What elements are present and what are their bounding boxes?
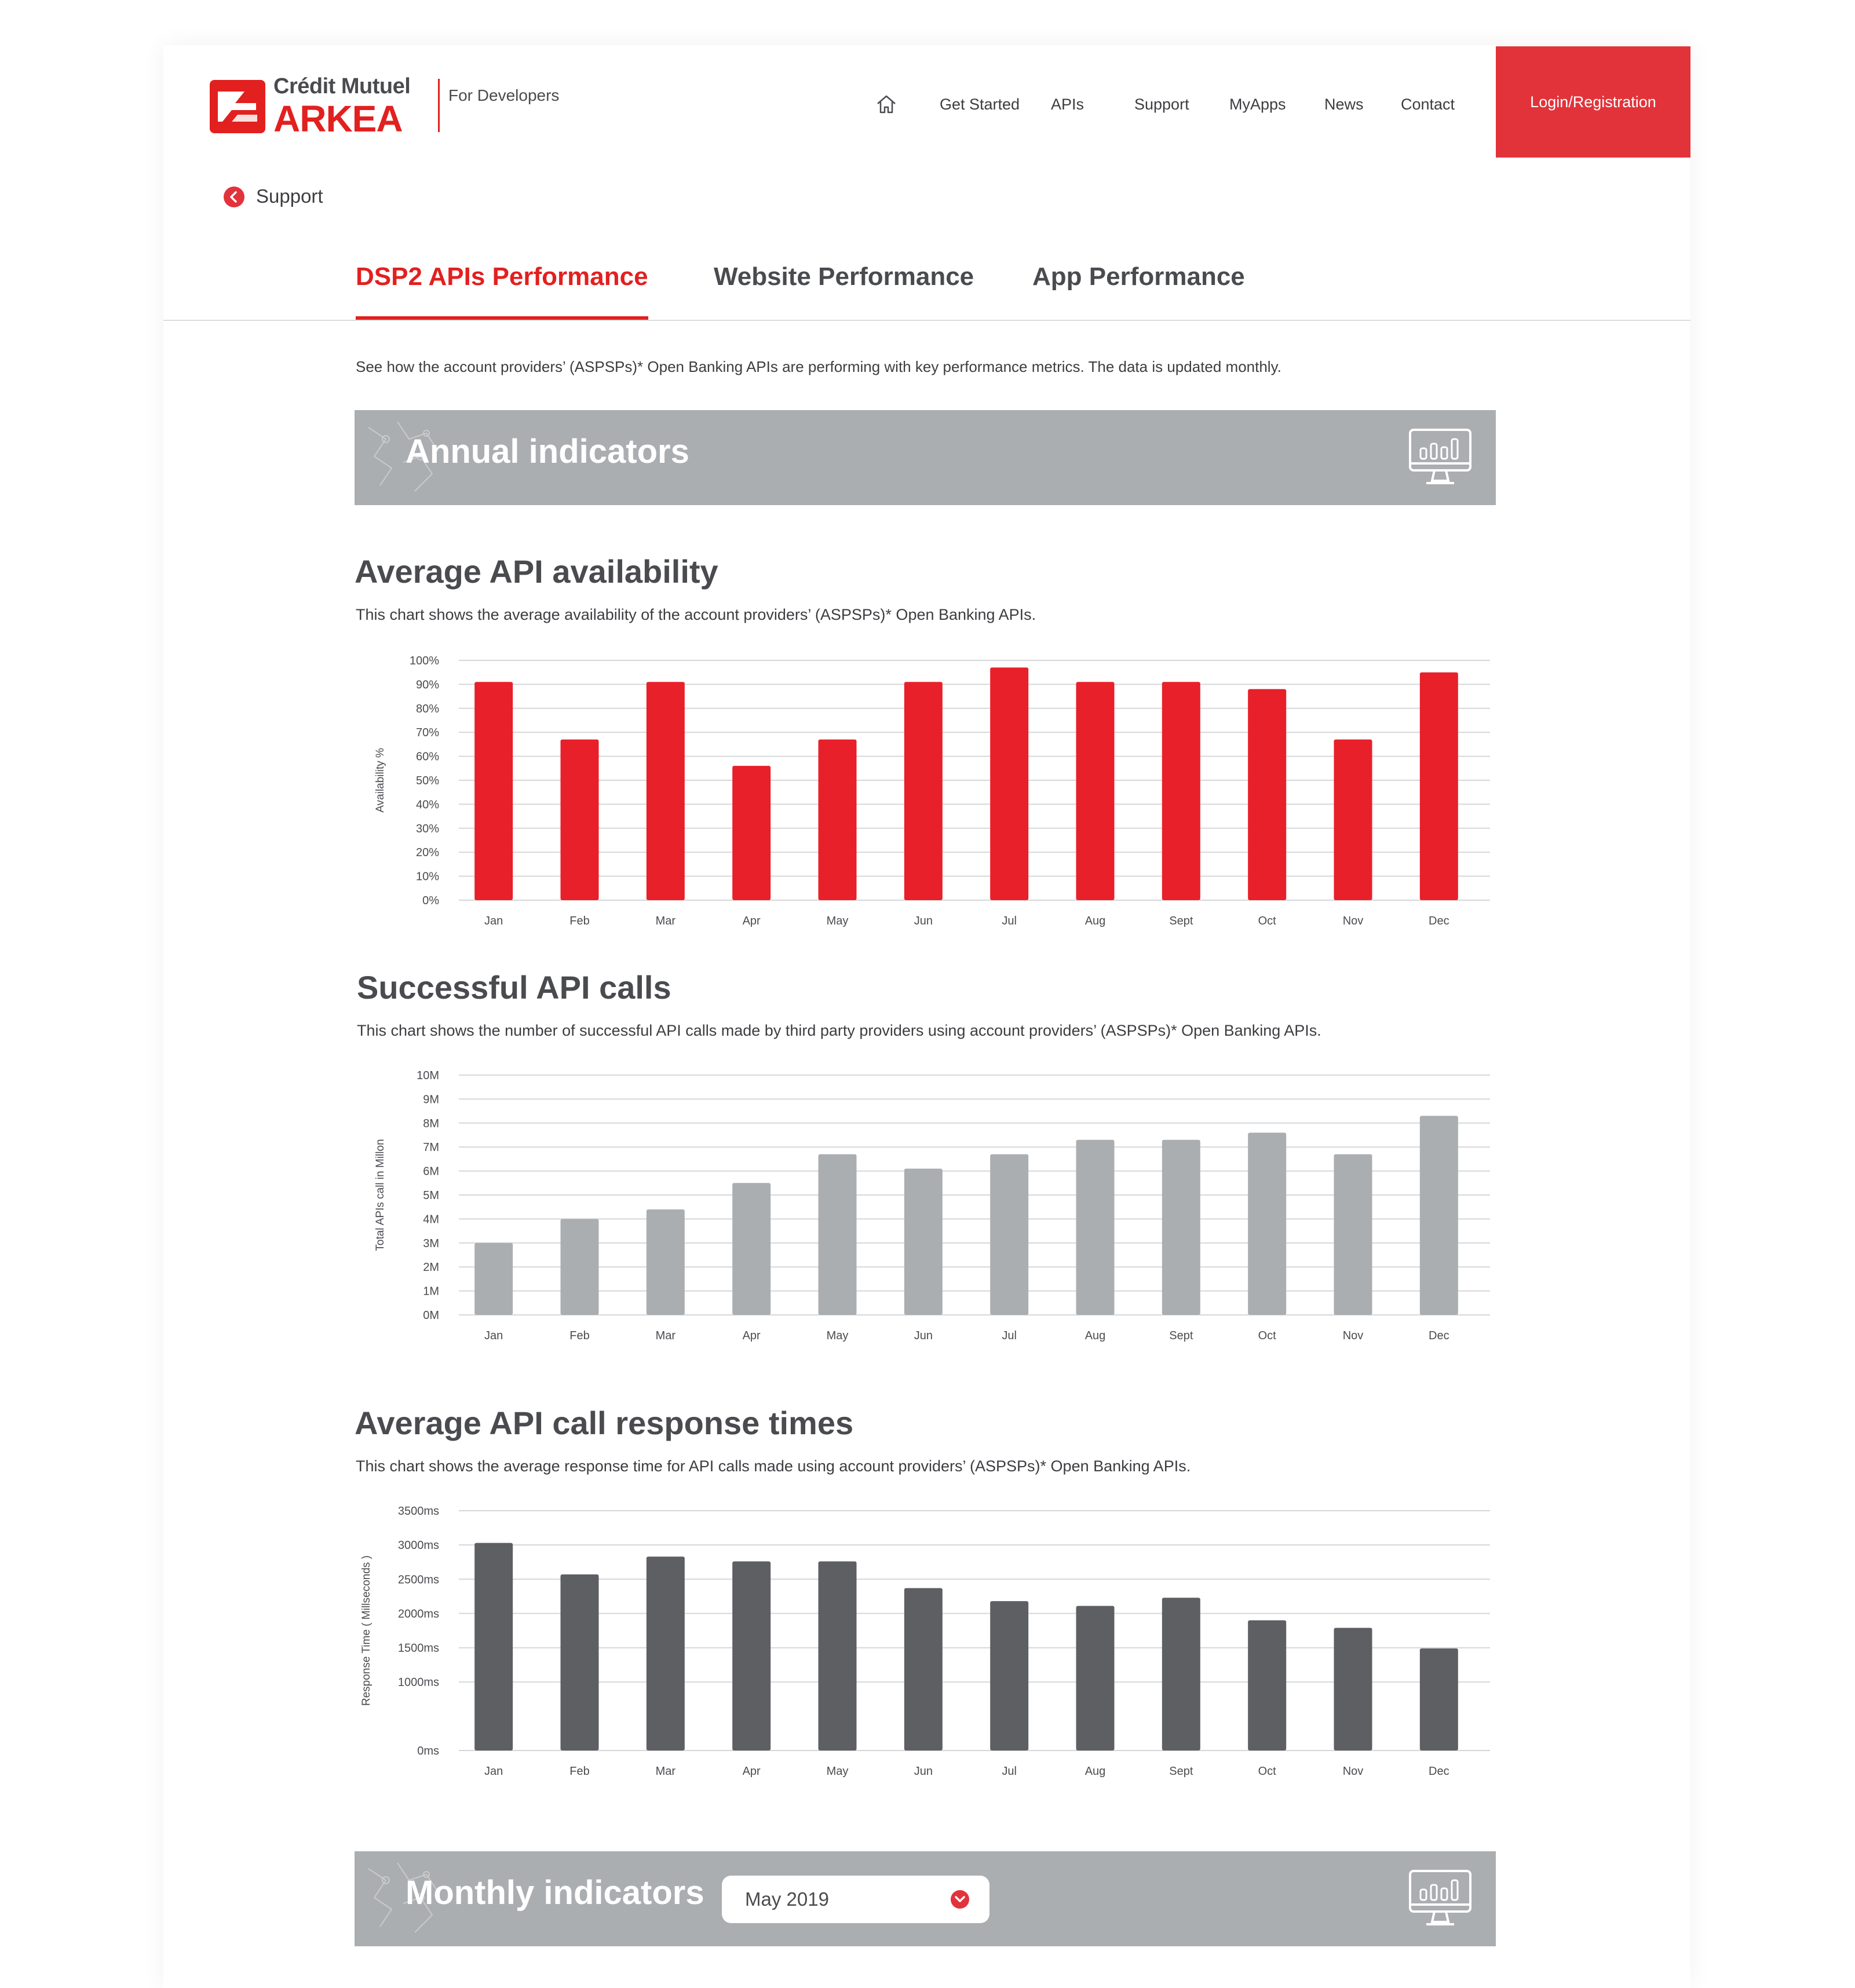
availability-bar-nov[interactable] — [1334, 740, 1372, 900]
availability-y-tick-label: 60% — [415, 750, 439, 763]
availability-x-tick-label: Jun — [914, 915, 933, 927]
chevron-left-circle-icon — [224, 187, 244, 207]
successful-calls-x-tick-label: Nov — [1342, 1329, 1364, 1342]
tab-website-performance[interactable]: Website Performance — [714, 262, 974, 291]
availability-x-tick-label: Sept — [1169, 915, 1193, 927]
nav-support[interactable]: Support — [1134, 96, 1189, 113]
successful-calls-y-tick-label: 0M — [423, 1309, 439, 1322]
response-times-x-tick-label: Feb — [569, 1765, 590, 1778]
successful-calls-y-tick-label: 2M — [423, 1261, 439, 1274]
response-times-chart — [355, 1498, 1496, 1828]
response-times-y-axis-label: Response Time ( Millseconds ) — [360, 1555, 373, 1706]
successful-calls-x-tick-label: Oct — [1258, 1329, 1276, 1342]
monthly-indicators-title: Monthly indicators — [406, 1874, 704, 1912]
successful-calls-x-tick-label: Jul — [1002, 1329, 1017, 1342]
availability-bar-dec[interactable] — [1420, 673, 1458, 900]
successful-calls-y-axis-label: Total APIs call in Millon — [374, 1139, 386, 1251]
brand-line-2: ARKEA — [273, 98, 403, 140]
response-times-x-tick-label: Aug — [1084, 1765, 1106, 1778]
successful-calls-chart-svg — [355, 1062, 1496, 1393]
response-times-x-tick-label: Apr — [742, 1765, 761, 1778]
response-times-bar-jul[interactable] — [990, 1601, 1028, 1751]
successful-calls-bar-jul[interactable] — [990, 1154, 1028, 1315]
response-times-y-tick-label: 3500ms — [397, 1505, 439, 1518]
availability-x-tick-label: Nov — [1342, 915, 1364, 927]
availability-y-tick-label: 90% — [415, 678, 439, 692]
successful-calls-x-tick-label: Dec — [1429, 1329, 1449, 1342]
intro-text: See how the account providers’ (ASPSPs)* Open Banking APIs are performing with key performance metrics. The data is updated monthly. — [356, 358, 1281, 375]
nav-contact[interactable]: Contact — [1401, 96, 1455, 113]
successful-calls-x-tick-label: Feb — [569, 1329, 590, 1342]
availability-bar-mar[interactable] — [647, 682, 685, 900]
response-times-bar-apr[interactable] — [732, 1562, 771, 1751]
availability-x-tick-label: Jan — [484, 915, 503, 927]
availability-bar-oct[interactable] — [1248, 689, 1286, 900]
response-times-x-tick-label: Nov — [1342, 1765, 1364, 1778]
response-times-y-tick-label: 2000ms — [397, 1607, 439, 1621]
successful-calls-y-tick-label: 3M — [423, 1237, 439, 1250]
availability-y-tick-label: 0% — [422, 894, 439, 907]
response-times-chart-svg — [355, 1498, 1496, 1828]
tab-dsp2-apis-performance[interactable]: DSP2 APIs Performance — [356, 236, 648, 319]
successful-calls-x-tick-label: Mar — [655, 1329, 676, 1342]
home-icon[interactable] — [875, 93, 898, 116]
successful-calls-x-tick-label: Sept — [1169, 1329, 1193, 1342]
successful-calls-x-tick-label: Aug — [1084, 1329, 1106, 1342]
nav-myapps[interactable]: MyApps — [1229, 96, 1286, 113]
successful-calls-y-tick-label: 9M — [423, 1093, 439, 1106]
availability-x-tick-label: Mar — [655, 915, 676, 927]
nav-news[interactable]: News — [1324, 96, 1364, 113]
availability-bar-aug[interactable] — [1076, 682, 1115, 900]
availability-chart-svg — [355, 648, 1496, 978]
response-times-x-tick-label: Jun — [914, 1765, 933, 1778]
successful-calls-x-tick-label: Apr — [742, 1329, 761, 1342]
successful-calls-bar-sept[interactable] — [1162, 1140, 1200, 1315]
month-select[interactable] — [722, 1876, 989, 1923]
response-times-x-tick-label: Dec — [1429, 1765, 1449, 1778]
response-times-y-tick-label: 1500ms — [397, 1642, 439, 1655]
availability-y-tick-label: 80% — [415, 702, 439, 715]
response-times-bar-aug[interactable] — [1076, 1606, 1115, 1751]
successful-calls-y-tick-label: 1M — [423, 1285, 439, 1298]
successful-calls-y-tick-label: 8M — [423, 1117, 439, 1130]
nav-apis[interactable]: APIs — [1051, 96, 1084, 113]
availability-title: Average API availability — [355, 553, 718, 590]
successful-calls-y-tick-label: 6M — [423, 1165, 439, 1178]
response-times-x-tick-label: Sept — [1169, 1765, 1193, 1778]
response-times-y-tick-label: 3000ms — [397, 1539, 439, 1552]
performance-tabs — [163, 236, 1690, 321]
month-select-value: May 2019 — [745, 1888, 829, 1910]
availability-bar-feb[interactable] — [561, 740, 599, 900]
response-times-y-tick-label: 1000ms — [397, 1676, 439, 1689]
successful-calls-bar-dec[interactable] — [1420, 1116, 1458, 1315]
page-container — [163, 45, 1690, 1988]
successful-calls-bar-apr[interactable] — [732, 1183, 771, 1315]
response-times-bar-oct[interactable] — [1248, 1620, 1286, 1751]
successful-calls-chart — [355, 1062, 1496, 1393]
successful-calls-y-tick-label: 4M — [423, 1213, 439, 1226]
availability-bar-may[interactable] — [819, 740, 857, 900]
availability-bar-jan[interactable] — [474, 682, 513, 900]
availability-y-tick-label: 20% — [415, 846, 439, 860]
successful-calls-bar-mar[interactable] — [647, 1209, 685, 1315]
availability-chart — [355, 648, 1496, 978]
successful-calls-bar-feb[interactable] — [561, 1219, 599, 1315]
availability-y-tick-label: 10% — [415, 870, 439, 883]
successful-calls-x-tick-label: May — [826, 1329, 849, 1342]
successful-calls-bar-jun[interactable] — [904, 1168, 943, 1315]
response-times-y-tick-label: 0ms — [417, 1745, 439, 1757]
response-times-description: This chart shows the average response time for API calls made using account providers’ (ASPSPs)* Open Banking APIs. — [356, 1457, 1191, 1475]
successful-calls-y-tick-label: 5M — [423, 1189, 439, 1202]
availability-y-tick-label: 50% — [415, 774, 439, 787]
availability-bar-sept[interactable] — [1162, 682, 1200, 900]
successful-calls-x-tick-label: Jan — [484, 1329, 503, 1342]
successful-calls-bar-oct[interactable] — [1248, 1132, 1286, 1315]
successful-calls-bar-aug[interactable] — [1076, 1140, 1115, 1315]
availability-x-tick-label: Feb — [569, 915, 590, 927]
successful-calls-bar-may[interactable] — [819, 1154, 857, 1315]
response-times-x-tick-label: May — [826, 1765, 849, 1778]
brand-logo[interactable] — [210, 73, 560, 140]
availability-y-tick-label: 100% — [409, 655, 439, 667]
successful-calls-description: This chart shows the number of successful API calls made by third party providers using account providers’ (ASPSPs)* Open Banking APIs. — [357, 1022, 1321, 1039]
availability-bar-jun[interactable] — [904, 682, 943, 900]
response-times-bar-sept[interactable] — [1162, 1598, 1200, 1751]
response-times-y-tick-label: 2500ms — [397, 1573, 439, 1587]
response-times-bar-may[interactable] — [819, 1562, 857, 1751]
nav-get-started[interactable]: Get Started — [940, 96, 1020, 113]
arkea-logo-icon — [210, 80, 265, 133]
brand-subtitle: For Developers — [448, 86, 560, 104]
successful-calls-bar-jan[interactable] — [474, 1243, 513, 1315]
availability-bar-jul[interactable] — [990, 667, 1028, 900]
chevron-down-circle-icon — [950, 1890, 970, 1909]
response-times-x-tick-label: Jan — [484, 1765, 503, 1778]
response-times-bar-nov[interactable] — [1334, 1628, 1372, 1751]
response-times-x-tick-label: Mar — [655, 1765, 676, 1778]
availability-y-axis-label: Availability % — [374, 748, 386, 813]
availability-x-tick-label: May — [826, 915, 849, 927]
back-label: Support — [256, 185, 323, 207]
successful-calls-title: Successful API calls — [357, 969, 671, 1006]
availability-x-tick-label: Apr — [742, 915, 761, 927]
availability-x-tick-label: Oct — [1258, 915, 1276, 927]
availability-x-tick-label: Aug — [1084, 915, 1106, 927]
response-times-bar-jun[interactable] — [904, 1588, 943, 1751]
response-times-bar-mar[interactable] — [647, 1556, 685, 1751]
response-times-bar-jan[interactable] — [474, 1543, 513, 1751]
logo-divider — [438, 79, 440, 132]
successful-calls-y-tick-label: 10M — [417, 1069, 439, 1082]
successful-calls-bar-nov[interactable] — [1334, 1154, 1372, 1315]
successful-calls-y-tick-label: 7M — [423, 1141, 439, 1154]
availability-y-tick-label: 30% — [415, 822, 439, 835]
monthly-indicators-banner — [355, 1851, 1496, 1946]
availability-y-tick-label: 40% — [415, 798, 439, 812]
annual-indicators-title: Annual indicators — [406, 433, 689, 470]
availability-y-tick-label: 70% — [415, 726, 439, 740]
login-registration-button[interactable]: Login/Registration — [1496, 46, 1690, 158]
monitor-chart-icon — [1408, 427, 1473, 488]
availability-x-tick-label: Dec — [1429, 915, 1449, 927]
response-times-x-tick-label: Jul — [1002, 1765, 1017, 1778]
successful-calls-x-tick-label: Jun — [914, 1329, 933, 1342]
response-times-bar-feb[interactable] — [561, 1574, 599, 1751]
brand-line-1: Crédit Mutuel — [273, 74, 411, 98]
response-times-bar-dec[interactable] — [1420, 1649, 1458, 1751]
annual-indicators-banner — [355, 410, 1496, 505]
response-times-title: Average API call response times — [355, 1405, 854, 1441]
availability-description: This chart shows the average availability of the account providers’ (ASPSPs)* Open Banking APIs. — [356, 606, 1036, 623]
response-times-x-tick-label: Oct — [1258, 1765, 1276, 1778]
monitor-chart-icon — [1408, 1869, 1473, 1929]
availability-x-tick-label: Jul — [1002, 915, 1017, 927]
availability-bar-apr[interactable] — [732, 766, 771, 900]
tab-app-performance[interactable]: App Performance — [1032, 262, 1245, 291]
